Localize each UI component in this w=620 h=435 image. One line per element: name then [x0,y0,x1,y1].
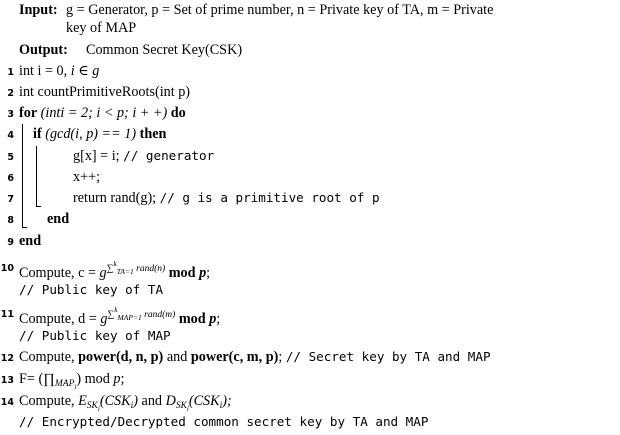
dec-arg-end: ); [222,393,232,409]
output-label: Output: [19,42,68,58]
dec-subsub: i [186,405,189,413]
product-symbol: ∏ [43,371,55,387]
line-5-code: g[x] = i; [73,148,124,164]
for-block-bar [22,124,23,227]
line-14-comment: // Encrypted/Decrypted common secret key by TA and MAP [19,414,429,429]
line-10-exponent [106,259,166,276]
line-10-end: ; [206,265,211,281]
line-number: 14 [0,397,14,408]
line-12-comment: // Secret key by TA and MAP [285,349,491,364]
line-2-text: int countPrimitiveRoots(int p) [19,84,191,100]
and-text: and [163,349,191,365]
sum-upper: k [114,305,118,314]
line-11-base: g [100,311,108,327]
sum-symbol: ∑ [107,310,115,320]
do-keyword: do [170,105,186,121]
semicolon: ; [278,349,286,365]
enc-arg: (CSK [99,393,131,409]
dec-sub: SK [175,401,187,411]
for-condition: (inti = 2; i < p; i + +) [40,105,168,121]
line-12-text: Compute, [19,349,79,365]
for-keyword: for [19,105,38,121]
line-10-base: g [99,265,107,281]
input-text-1: g = Generator, p = Set of prime number, n = Private key of TA, m = Private [66,2,494,18]
if-keyword: if [33,126,42,142]
line-10-comment: // Public key of TA [19,282,164,297]
line-11-end: ; [216,311,221,327]
line-14-text: Compute, [19,393,79,409]
for-block-hook [22,227,27,228]
line-13-text: F= ( [19,371,44,387]
mod-var: p [199,265,207,281]
then-keyword: then [139,126,167,142]
line-number: 12 [0,353,14,364]
line-number: 10 [0,263,14,274]
if-block-hook [36,206,41,207]
line-number: 4 [7,130,14,141]
line-number: 8 [7,215,14,226]
enc-arg-sub: i [130,401,134,411]
enc-subsub: i [97,405,100,413]
line-number: 9 [7,237,14,248]
power-cmp: power(c, m, p) [190,349,279,365]
mod-keyword: mod [168,265,196,281]
input-label: Input: [19,2,58,18]
line-1-math: i ∈ g [70,63,100,79]
input-text-2: key of MAP [66,20,137,36]
sum-upper: k [113,259,117,268]
line-number: 1 [7,67,14,78]
line-number: 5 [7,152,14,163]
product-sub: MAP [54,379,75,389]
exponent-rand: rand(m) [141,310,176,320]
sum-symbol: ∑ [106,264,114,274]
dec-arg-sub: i [219,401,223,411]
mod-var: p [209,311,217,327]
line-7-code: return rand(g); [73,190,160,206]
line-7-comment: // g is a primitive root of p [159,190,380,205]
line-11-comment: // Public key of MAP [19,328,171,343]
enc-sub: SK [86,401,98,411]
line-11-exponent [107,305,176,322]
if-condition: (gcd(i, p) == 1) [45,126,137,142]
output-text: Common Secret Key(CSK) [86,42,243,58]
line-11-text: Compute, d = [19,311,101,327]
sum-lower: TA=1 [116,267,134,276]
power-dnp: power(d, n, p) [78,349,164,365]
line-number: 11 [0,309,14,320]
line-number: 13 [0,375,14,386]
line-1-text: int i = 0, [19,63,71,79]
line-13-post: ) mod [76,371,114,387]
dec-symbol: D [165,393,176,409]
product-subsub: i [74,383,77,391]
and-text: and [137,393,166,409]
dec-arg: (CSK [188,393,220,409]
line-number: 3 [7,109,14,120]
exponent-rand: rand(n) [133,264,166,274]
line-10-text: Compute, c = [19,265,100,281]
end-for-keyword: end [19,233,42,249]
line-5-comment: // generator [123,148,215,163]
enc-symbol: E [78,393,87,409]
line-number: 2 [7,88,14,99]
line-number: 7 [7,194,14,205]
if-block-bar [36,146,37,206]
line-number: 6 [7,173,14,184]
line-13-end: ; [120,371,125,387]
sum-lower: MAP=1 [117,313,142,322]
mod-keyword: mod [178,311,206,327]
line-6-code: x++; [73,169,101,185]
enc-arg-end: ) [133,393,138,409]
end-if-keyword: end [47,211,70,227]
line-13-var: p [113,371,121,387]
